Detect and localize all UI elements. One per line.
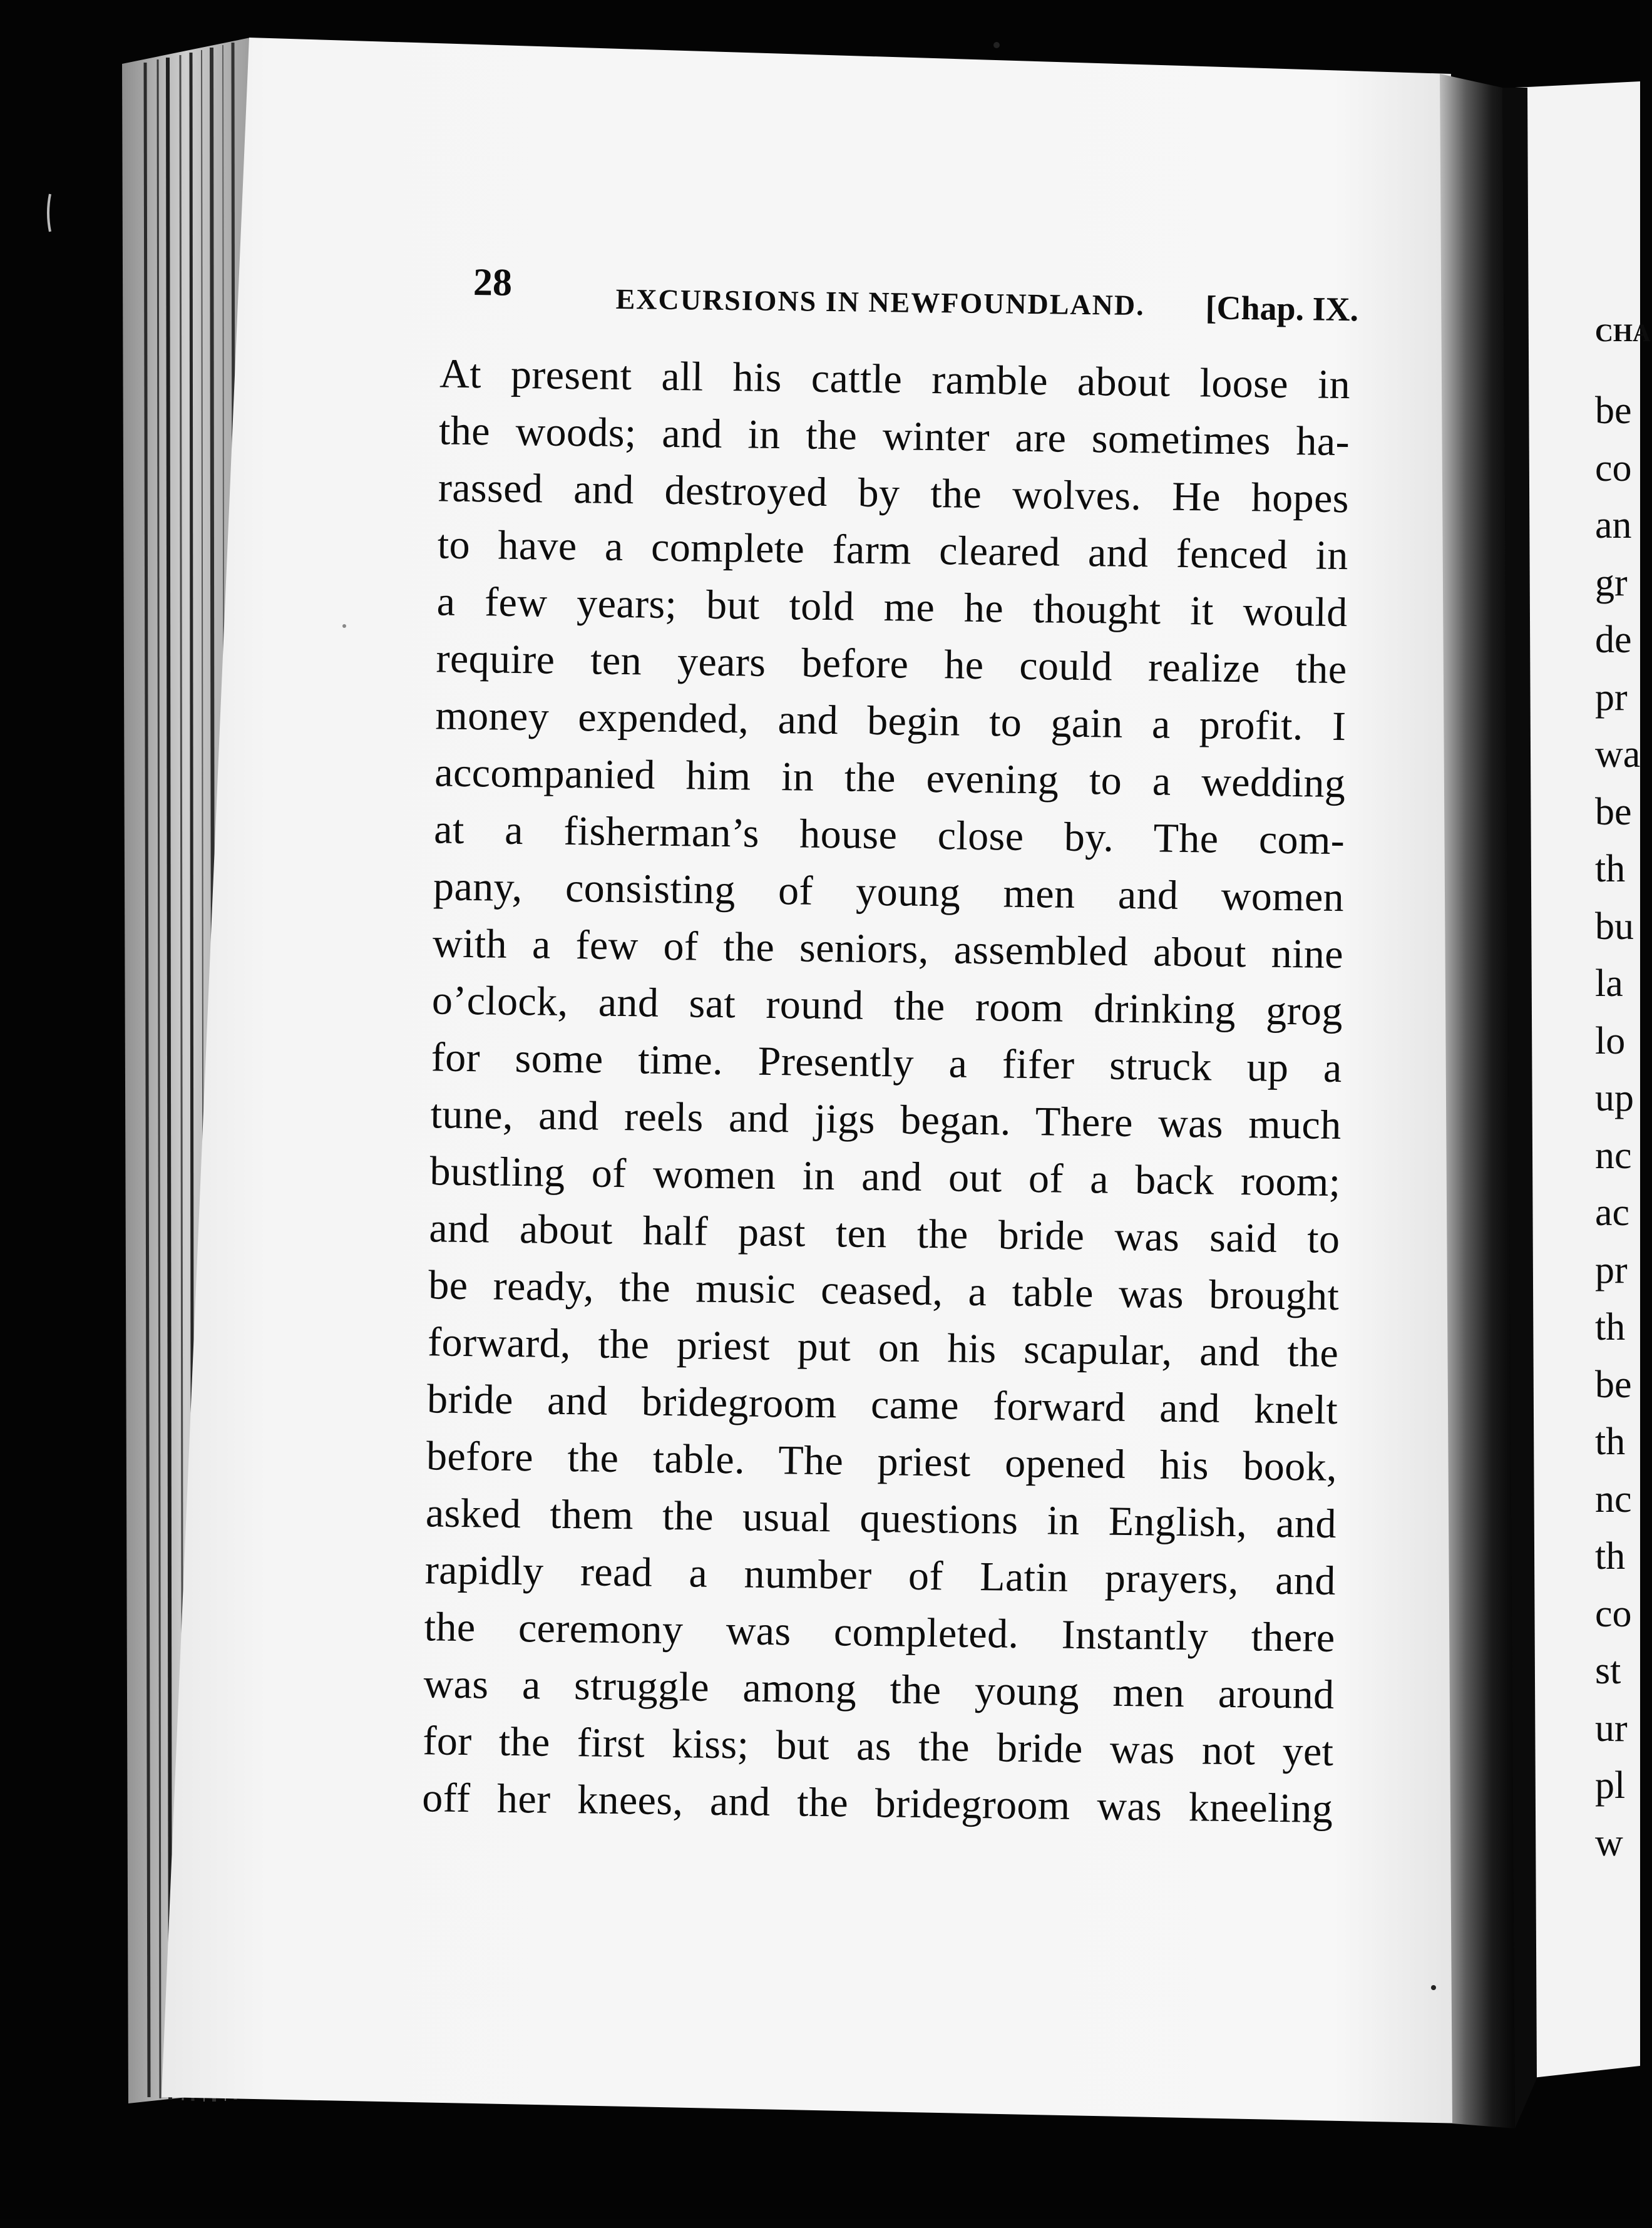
facing-page-line: pr xyxy=(1595,675,1628,719)
facing-page-line: ur xyxy=(1595,1707,1628,1750)
facing-page-line: th xyxy=(1595,1535,1626,1578)
facing-page-line: ac xyxy=(1595,1191,1630,1234)
facing-page-line: de xyxy=(1595,619,1632,661)
text-line: o’clock, and sat round the room drinking grog xyxy=(431,977,1343,1035)
text-line: accompanied him in the evening to a wedding xyxy=(434,749,1346,807)
text-line: require ten years before he could realize the xyxy=(436,635,1347,693)
text-line: bustling of women in and out of a back room; xyxy=(429,1148,1341,1206)
text-line: the woods; and in the winter are sometimes ha- xyxy=(438,408,1350,465)
text-line: asked them the usual questions in English, and xyxy=(425,1490,1337,1548)
text-line: the ceremony was completed. Instantly there xyxy=(424,1604,1336,1661)
text-line: before the table. The priest opened his book, xyxy=(426,1433,1338,1491)
facing-page-line: bu xyxy=(1595,905,1634,948)
text-line: with a few of the seniors, assembled about nine xyxy=(432,920,1344,978)
facing-page-line: pr xyxy=(1595,1248,1628,1291)
text-line: to have a complete farm cleared and fenced in xyxy=(437,521,1349,579)
facing-page-line: gr xyxy=(1595,561,1628,604)
text-line: was a struggle among the young men around xyxy=(423,1661,1335,1718)
facing-page-line: co xyxy=(1595,1592,1632,1635)
facing-page xyxy=(1595,0,1651,2219)
facing-page-line: wa xyxy=(1595,733,1641,776)
text-line: rassed and destroyed by the wolves. He hopes xyxy=(438,465,1350,522)
facing-page-line: pl xyxy=(1595,1764,1626,1807)
facing-page-line: be xyxy=(1595,389,1632,432)
facing-page-line: be xyxy=(1595,1363,1632,1406)
text-line: and about half past ten the bride was said to xyxy=(429,1205,1340,1263)
text-line: forward, the priest put on his scapular, and the xyxy=(427,1319,1339,1377)
facing-page-line: nc xyxy=(1595,1134,1632,1177)
text-line: pany, consisting of young men and women xyxy=(433,863,1345,921)
running-head: EXCURSIONS IN NEWFOUNDLAND. xyxy=(615,282,1145,322)
facing-page-line: th xyxy=(1595,1306,1626,1348)
text-line: at a fisherman’s house close by. The com- xyxy=(433,806,1345,864)
facing-page-line: th xyxy=(1595,848,1626,890)
facing-page-line: st xyxy=(1595,1650,1621,1692)
text-line: for the first kiss; but as the bride was not yet xyxy=(423,1718,1334,1775)
facing-page-line: th xyxy=(1595,1420,1626,1463)
text-line: for some time. Presently a fifer struck up a xyxy=(431,1034,1343,1092)
facing-page-line: w xyxy=(1595,1821,1623,1864)
text-line: tune, and reels and jigs began. There was much xyxy=(430,1091,1342,1149)
text-line: off her knees, and the bridegroom was kneeling xyxy=(421,1775,1333,1832)
text-line: be ready, the music ceased, a table was brought xyxy=(428,1262,1340,1320)
facing-page-head: CHA xyxy=(1595,319,1651,347)
facing-page-line: up xyxy=(1595,1077,1634,1119)
facing-page-line: la xyxy=(1595,962,1623,1005)
text-line: rapidly read a number of Latin prayers, and xyxy=(424,1547,1336,1604)
page-number: 28 xyxy=(473,261,513,304)
facing-page-line: co xyxy=(1595,446,1632,490)
text-line: At present all his cattle ramble about loose in xyxy=(439,351,1351,408)
facing-page-line: be xyxy=(1595,790,1632,833)
facing-page-line: lo xyxy=(1595,1019,1626,1062)
text-line: bride and bridegroom came forward and knelt xyxy=(426,1376,1338,1434)
facing-page-line: an xyxy=(1595,504,1632,547)
facing-page-line: nc xyxy=(1595,1477,1632,1521)
chapter-mark: [Chap. IX. xyxy=(1205,289,1359,329)
text-line: a few years; but told me he thought it would xyxy=(436,578,1348,636)
body-text xyxy=(422,345,1351,1837)
text-line: money expended, and begin to gain a profit. I xyxy=(435,692,1347,750)
